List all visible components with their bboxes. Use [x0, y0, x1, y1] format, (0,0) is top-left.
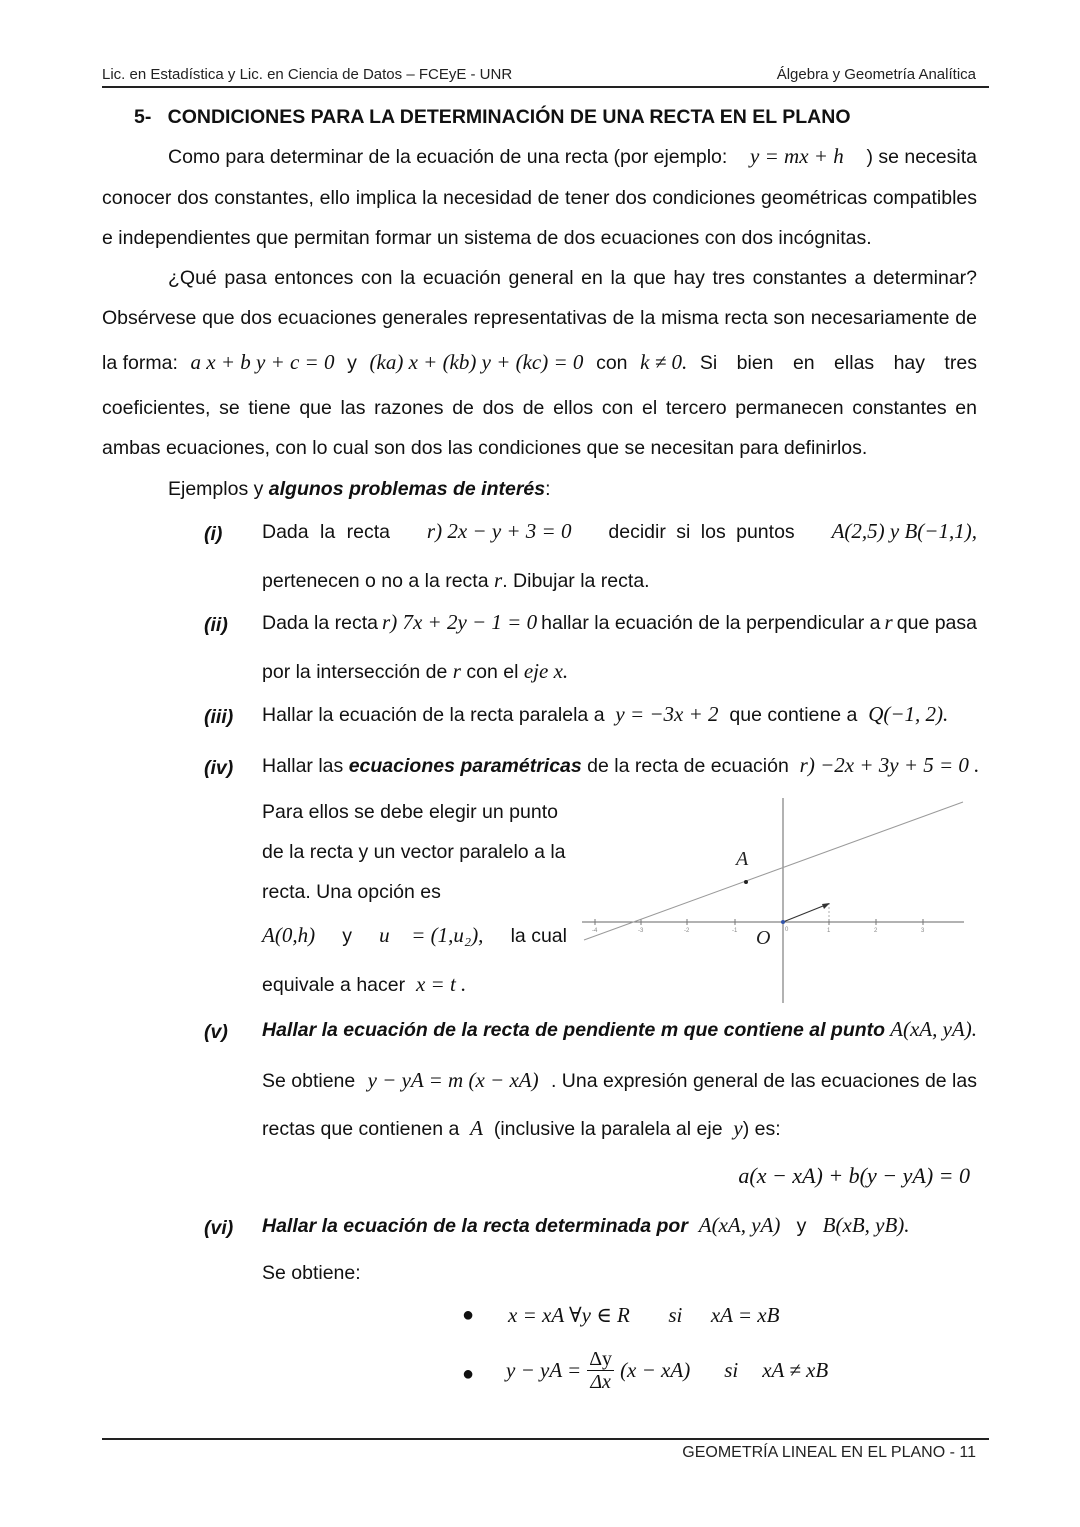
item-ii-line2-r: r	[452, 659, 461, 683]
item-vi-point-a: A(xA, yA)	[698, 1213, 781, 1237]
item-v-se-obtiene: Se obtiene	[262, 1070, 356, 1092]
footer-rule	[102, 1438, 989, 1440]
item-i-line2-r: r	[494, 568, 503, 592]
item-iii-q: Q(−1, 2).	[868, 702, 949, 726]
p2-eq1: a x + b y + c = 0	[190, 350, 335, 374]
header-left: Lic. en Estadística y Lic. en Ciencia de Datos – FCEyE - UNR	[102, 66, 513, 83]
item-v-point: A(xA, yA).	[890, 1017, 977, 1041]
item-ii-line2-c: eje x.	[523, 659, 569, 683]
item-iv-t2: de la recta de ecuación	[581, 755, 789, 777]
bullet-1-eq: x = xA ∀y ∈ R	[508, 1303, 630, 1327]
item-iv-side5	[262, 974, 466, 996]
item-iv-label: (iv)	[204, 757, 234, 779]
item-ii-label: (ii)	[204, 614, 228, 636]
item-vi-t1: Hallar la ecuación de la recta determinada por	[262, 1215, 688, 1237]
item-iii-eq: y = −3x + 2	[615, 702, 719, 726]
section-number: 5-	[134, 106, 152, 128]
tick-label: 2	[874, 928, 878, 934]
item-v-line2	[262, 1070, 977, 1092]
item-ii-line2-b: con el	[466, 661, 519, 683]
item-iv-side3: recta. Una opción es	[262, 881, 441, 903]
item-ii-t2: hallar la ecuación de la perpendicular a	[541, 612, 881, 634]
tick-label: -3	[638, 928, 644, 934]
p2-y: y	[347, 352, 357, 374]
item-i-line2-a: pertenecen o no a la recta	[262, 570, 489, 592]
item-vi-line2: Se obtiene:	[262, 1262, 361, 1284]
item-iii-line1	[262, 704, 948, 726]
item-iv-t1b: ecuaciones paramétricas	[348, 755, 582, 777]
item-v-line3-y: y	[733, 1116, 743, 1140]
bullet-2-si: si	[724, 1358, 739, 1382]
item-v-t1: Hallar la ecuación de la recta de pendiente m que contiene al punto	[262, 1019, 886, 1041]
p1-text-a: Como para determinar de la ecuación de una recta (por ejemplo:	[168, 146, 728, 168]
item-iii-t1: Hallar la ecuación de la recta paralela a	[262, 704, 605, 726]
item-i-line1	[262, 521, 977, 543]
tick-label: -4	[592, 928, 598, 934]
item-v-formula: a(x − xA) + b(y − yA) = 0	[738, 1163, 970, 1188]
line-graph-figure	[580, 795, 970, 1007]
item-iv-side4	[262, 925, 567, 947]
paragraph2-line1: ¿Qué pasa entonces con la ecuación general en la que hay tres constantes a determinar?	[168, 267, 977, 289]
item-iv-la-cual: la cual	[510, 925, 567, 947]
fraction-denominator: Δx	[590, 1371, 611, 1393]
paragraph1-line3: e independientes que permitan formar un sistema de dos ecuaciones con dos incógnitas.	[102, 227, 872, 249]
item-v-eq: y − yA = m (x − xA)	[367, 1068, 539, 1092]
item-iv-side5-m: x = t .	[415, 972, 467, 996]
p2-eq3: k ≠ 0.	[640, 350, 688, 374]
paragraph1-line2: conocer dos constantes, ello implica la necesidad de tener dos condiciones geométricas compatibles	[102, 187, 977, 209]
item-v-line3-b: (inclusive la paralela al eje	[493, 1118, 723, 1140]
item-v-line2-b: . Una expresión general de las ecuaciones de las	[550, 1070, 977, 1092]
item-ii-line2-a: por la intersección de	[262, 661, 448, 683]
header-right: Álgebra y Geometría Analítica	[776, 66, 976, 83]
direction-vector	[783, 904, 828, 922]
item-ii-r: r	[884, 610, 893, 634]
point-a-label: A	[736, 848, 749, 870]
item-v-line3	[262, 1118, 781, 1140]
item-vi-y: y	[796, 1215, 807, 1237]
p1-math: y = mx + h	[750, 144, 844, 168]
examples-intro-c: :	[545, 478, 551, 500]
section-title-text: CONDICIONES PARA LA DETERMINACIÓN DE UNA RECTA EN EL PLANO	[167, 106, 851, 128]
p2-con: con	[596, 352, 628, 374]
bullet-1	[508, 1303, 779, 1328]
p1-text-b: ) se necesita	[866, 146, 977, 168]
bullet-2-rhs: (x − xA)	[620, 1358, 691, 1382]
origin-point	[781, 920, 785, 924]
tick-label: 3	[921, 928, 925, 934]
point-a	[744, 880, 748, 884]
item-iv-vector-u: u⃗ = (1,u₂),	[379, 923, 484, 947]
item-vi-line1	[262, 1215, 910, 1237]
item-iv-side5-a: equivale a hacer	[262, 974, 406, 996]
section-title	[134, 106, 851, 129]
item-ii-line1	[262, 612, 977, 634]
examples-intro-b: algunos problemas de interés	[268, 478, 546, 500]
item-ii-line2	[262, 661, 568, 683]
item-iv-line1	[262, 755, 979, 777]
paragraph1-line1	[168, 146, 977, 168]
item-iii-t2: que contiene a	[729, 704, 858, 726]
item-iii-label: (iii)	[204, 706, 234, 728]
item-iv-side2: de la recta y un vector paralelo a la	[262, 841, 566, 863]
bullet-1-cond: xA = xB	[710, 1303, 780, 1327]
bullet-2-cond: xA ≠ xB	[762, 1358, 829, 1382]
examples-intro-a: Ejemplos y	[168, 478, 269, 500]
footer-text: GEOMETRÍA LINEAL EN EL PLANO - 11	[682, 1444, 976, 1461]
item-v-label: (v)	[204, 1021, 228, 1043]
line-r	[584, 802, 963, 940]
tick-label: -1	[732, 928, 738, 934]
bullet-1-si: si	[668, 1303, 683, 1327]
paragraph2-line3	[102, 352, 977, 374]
item-i-label: (i)	[204, 523, 223, 545]
item-iv-eq: r) −2x + 3y + 5 = 0 .	[799, 753, 980, 777]
tick-label: 0	[785, 927, 789, 933]
item-i-points: A(2,5) y B(−1,1),	[831, 519, 977, 543]
item-v-line3-c: ) es:	[742, 1118, 781, 1140]
item-ii-t3: que pasa	[896, 612, 977, 634]
bullet-1-dot: ●	[462, 1304, 475, 1326]
bullet-2	[506, 1348, 828, 1393]
item-iv-side1: Para ellos se debe elegir un punto	[262, 801, 558, 823]
item-v-line3-a-point: A	[470, 1116, 483, 1140]
paragraph2-line5: ambas ecuaciones, con lo cual son dos las condiciones que se necesitan para definirlos.	[102, 437, 868, 459]
paragraph2-line2: Obsérvese que dos ecuaciones generales representativas de la misma recta son necesariamente de	[102, 307, 977, 329]
item-i-line2	[262, 570, 650, 592]
tick-label: 1	[827, 928, 831, 934]
fraction-numerator: Δy	[589, 1348, 613, 1370]
item-vi-label: (vi)	[204, 1217, 234, 1239]
bullet-2-fraction	[587, 1348, 614, 1393]
item-i-t1: Dada la recta	[262, 521, 390, 543]
p2-forma: la forma:	[102, 352, 178, 374]
item-ii-eq: r) 7x + 2y − 1 = 0	[382, 610, 538, 634]
bullet-2-lhs: y − yA =	[506, 1358, 582, 1382]
p2-eq2: (ka) x + (kb) y + (kc) = 0	[369, 350, 584, 374]
item-iv-y: y	[342, 925, 352, 947]
examples-intro	[168, 480, 551, 500]
paragraph2-line4: coeficientes, se tiene que las razones de dos de ellos con el tercero permanecen constantes en	[102, 397, 977, 419]
item-i-line2-b: . Dibujar la recta.	[502, 570, 650, 592]
origin-label: O	[756, 927, 771, 949]
item-ii-t1: Dada la recta	[262, 612, 378, 634]
item-v-line1	[262, 1019, 977, 1041]
header-rule	[102, 86, 989, 88]
item-vi-point-b: B(xB, yB).	[822, 1213, 910, 1237]
tick-label: -2	[684, 928, 690, 934]
item-iv-point-a: A(0,h)	[262, 923, 316, 947]
bullet-2-dot: ●	[462, 1363, 475, 1385]
p2-text-b: Si bien en ellas hay tres	[699, 352, 977, 374]
item-i-t2: decidir si los puntos	[608, 521, 795, 543]
item-iv-t1: Hallar las	[262, 755, 349, 777]
item-i-eq: r) 2x − y + 3 = 0	[426, 519, 572, 543]
item-v-line3-a: rectas que contienen a	[262, 1118, 460, 1140]
